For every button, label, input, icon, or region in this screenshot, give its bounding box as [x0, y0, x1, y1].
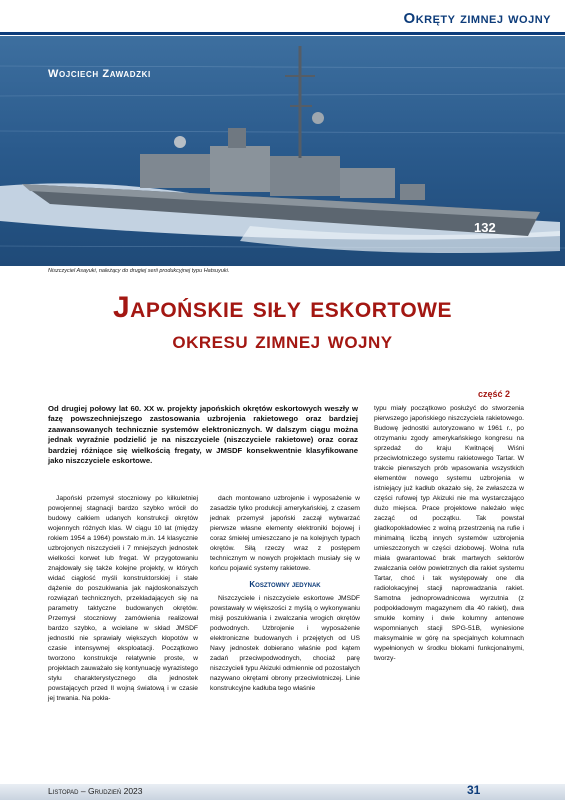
text-column-3: [374, 404, 524, 664]
text-column-1: [48, 494, 198, 704]
lead-paragraph: Od drugiej połowy lat 60. XX w. projekty japońskich okrętów eskortowych weszły w fazę powszechniejszego zastosowania uzbrojenia rakietowego oraz bardziej zaawansowanych technicznie systemów elektronicznych. W dalszym ciągu można jednak wyraźnie podzielić je na niszczyciele (niszczyciele rakietowe) oraz coraz bardziej różniące się wielkością fregaty, w JMSDF konsekwentnie klasyfikowane jako niszczyciele eskortowe.: [48, 404, 358, 466]
header-rule: [0, 32, 565, 35]
part-label: część 2: [478, 389, 511, 399]
article-title: [0, 293, 565, 353]
paragraph: dach montowano uzbrojenie i wyposażenie w zasadzie tylko produkcji amerykańskiej, z czasem jednak przemysł japoński zaczął wytwarzać pierwsze własne elementy elektroniki bojowej i coraz śmielej umieszczano je na kolejnych typach okrętów. Siłą rzeczy wraz z postępem technicznym w nowych projektach musiały się w końcu pojawić systemy rakietowe.: [210, 495, 360, 572]
hull-number: 132: [474, 220, 496, 235]
title-line-1: Japońskie siły eskortowe: [112, 291, 452, 324]
photo-caption: Niszczyciel Asayuki, należący do drugiej serii produkcyjnej typu Hatsuyuki.: [48, 268, 230, 274]
page-number: 31: [467, 783, 481, 797]
text-column-2: [210, 494, 360, 694]
paragraph: typu miały początkowo posłużyć do stworzenia pierwszego japońskiego niszczyciela rakietowego. Budowę jednostki autoryzowano w 1961 r., po otrzymaniu zgody amerykańskiego kongresu na sprzedaż do kraju Kwitnącej Wiśni przeciwlotniczego systemu rakietowego Tartar. W trakcie pierwszych prób wpasowania wszystkich elementów nowego systemu uzbrojenia w istniejący już kadłub okazało się, że zwłaszcza w części rufowej typ Akizuki nie ma wystarczająco dużo miejsca. Prace projektowe należało więc zacząć od początku. Tak powstał gładkopokładowiec z wolną przestrzenią na rufie i minimalną liczbą innych systemów uzbrojenia umieszczonych w części dziobowej. Wolna rufa miała gwarantować brak martwych sektorów zwalczania celów powietrznych dla rakiet systemu Tartar, choć i tak występowały one dla radiolokacyjnej stacji naprowadzania rakiet. Samotna jednoprowadnicowa wyrzutnia (z podpokładowym magazynem dla 40 rakiet), dwa smukłe kominy i dwie kolumny antenowe wspomnianych stacji SPG-51B, wyniesione maksymalnie w górę na specjalnych kolumnach wypełnionych w środku blokami funkcjonalnymi, tworzy-: [374, 405, 524, 662]
issue-date: Listopad – Grudzień 2023: [48, 786, 143, 796]
paragraph: Niszczyciele i niszczyciele eskortowe JMSDF powstawały w większości z myślą o wykonywaniu misji poszukiwania i zwalczania wrogich okrętów podwodnych. Uzbrojenie i wyposażenie elektroniczne budowanych i przejętych od US Navy jednostek dobierano właśnie pod kątem zadań przeciwpodwodnych, chociaż parę niszczycieli typu Akizuki odmiennie od pozostałych nazywano okrętami obrony przeciwlotniczej. Linie konstrukcyjne kadłuba tego właśnie: [210, 595, 360, 692]
section-tag: Okręty zimnej wojny: [403, 10, 551, 27]
paragraph: Japoński przemysł stoczniowy po kilkuletniej powojennej stagnacji bardzo szybko wrócił do budowy całkiem udanych konstrukcji okrętów wojennych różnych klas. W ciągu 10 lat (między rokiem 1954 a 1964) powstało m.in. 14 klasycznie uzbrojonych niszczycieli i 7 mniejszych jednostek wielkości korwet lub fregat. W przygotowaniu znajdowały się także kolejne projekty, w których widać ciągłość myśli konstruktorskiej i stałe dążenie do poszukiwania jak najdoskonalszych rozwiązań technicznych, przekładających się na parametry taktyczne budowanych okrętów. Przemysł stoczniowy zamówienia realizował bardzo szybko, a wcielane w skład JMSDF jednostki nie sprawiały większych kłopotów w czasie intensywnej eksploatacji. Początkowo tworzono konstrukcje relatywnie proste, w projektach zauważało się kontynuację wyrazistego stylu charakterystycznego dla jednostek powstających przed II wojną światową i w czasie jej trwania. Na pokła-: [48, 495, 198, 702]
section-subhead: Kosztowny jedynak: [249, 580, 321, 589]
author-name: Wojciech Zawadzki: [48, 68, 151, 80]
title-line-2: okresu zimnej wojny: [172, 327, 393, 354]
